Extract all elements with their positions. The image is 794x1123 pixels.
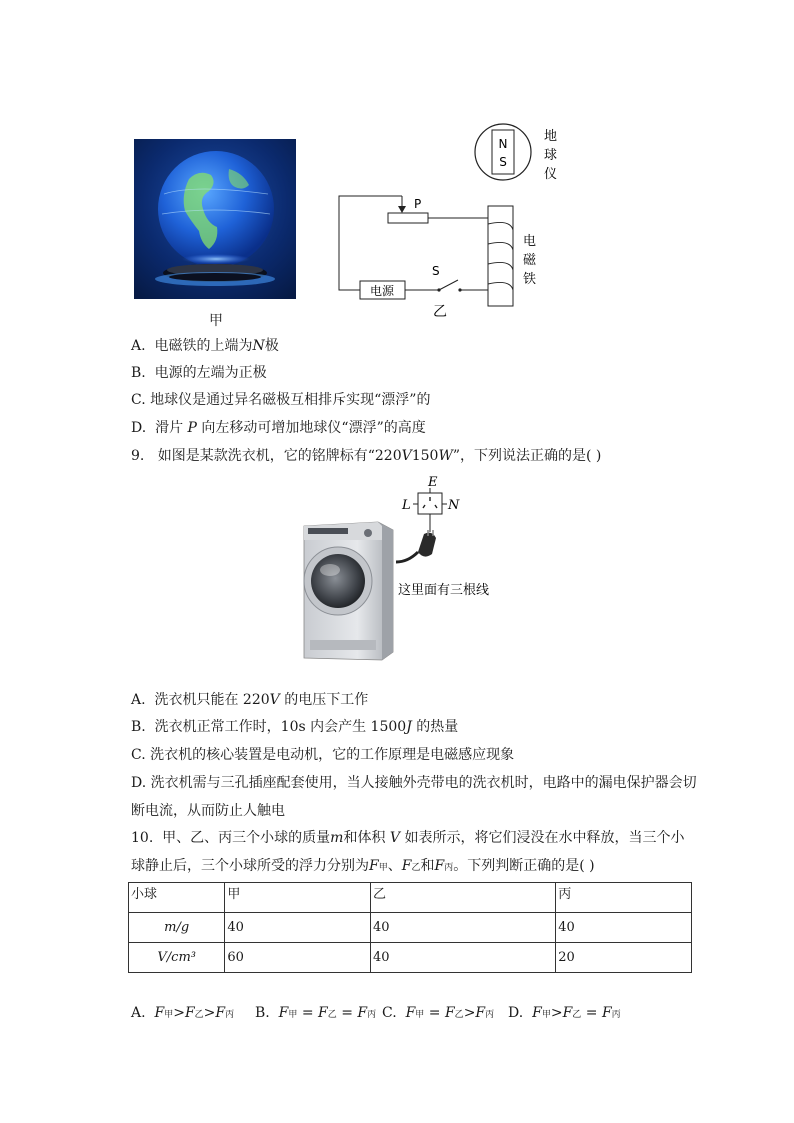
switch-label: S	[432, 264, 440, 278]
washing-machine-figure	[290, 470, 510, 665]
table-cell: 40	[371, 943, 556, 973]
globe-label-1: 地	[544, 129, 558, 144]
table-cell: 40	[556, 913, 692, 943]
table-header-cell: 乙	[371, 883, 556, 913]
table-row	[129, 913, 692, 943]
q9-stem: 9. 如图是某款洗衣机，它的铭牌标有“220V150W”，下列说法正确的是( )	[131, 448, 602, 464]
q9-option-c: C. 洗衣机的核心装置是电动机，它的工作原理是电磁感应现象	[131, 747, 515, 763]
table-row	[129, 943, 692, 973]
electromagnet-core	[488, 206, 513, 306]
electromagnet-label-2: 磁	[523, 253, 537, 268]
table-cell: 20	[556, 943, 692, 973]
q10-option-a: A. F甲>F乙>F丙	[131, 1005, 235, 1021]
globe-label-3: 仪	[544, 167, 558, 182]
socket-l-label: L	[402, 498, 411, 513]
electromagnet-label-3: 铁	[523, 272, 537, 287]
q9-option-d: D. 洗衣机需与三孔插座配套使用，当人接触外壳带电的洗衣机时，电路中的漏电保护器会切	[131, 775, 697, 791]
slider-label: P	[414, 197, 422, 211]
table-header-row	[129, 883, 692, 913]
power-label: 电源	[369, 284, 395, 298]
table-row-label: V/cm³	[129, 943, 225, 973]
q9-option-d-continued: 断电流，从而防止人触电	[131, 803, 285, 819]
q10-option-d: D. F甲>F乙 = F丙	[508, 1005, 621, 1021]
figure-jia-label: 甲	[209, 313, 223, 329]
cord-caption: 这里面有三根线	[398, 583, 490, 598]
q10-option-c: C. F甲 = F乙>F丙	[382, 1005, 495, 1021]
globe-symbol	[475, 124, 531, 180]
figure-yi-label: 乙	[433, 304, 447, 320]
circuit-diagram	[330, 120, 570, 330]
q8-option-d: D. 滑片 P 向左移动可增加地球仪“漂浮”的高度	[131, 420, 426, 436]
q10-stem-line2: 球静止后，三个小球所受的浮力分别为F甲、F乙和F丙。下列判断正确的是( )	[131, 858, 595, 874]
q9-option-a: A. 洗衣机只能在 220V 的电压下工作	[131, 692, 369, 708]
q10-stem-line1: 10. 甲、乙、丙三个小球的质量m和体积 V 如表所示，将它们浸没在水中释放，当三个小	[131, 830, 685, 846]
q8-option-c: C. 地球仪是通过异名磁极互相排斥实现“漂浮”的	[131, 392, 431, 408]
magnet-n-label: N	[498, 137, 508, 151]
socket-e-label: E	[428, 475, 438, 490]
electromagnet-label-1: 电	[523, 234, 537, 249]
socket-n-label: N	[448, 498, 460, 513]
table-header-cell: 丙	[556, 883, 692, 913]
globe-photo	[134, 139, 296, 299]
q9-option-b: B. 洗衣机正常工作时，10s 内会产生 1500J 的热量	[131, 719, 459, 735]
table-header-cell: 甲	[225, 883, 371, 913]
three-pin-socket	[418, 493, 442, 514]
globe-label-2: 球	[544, 148, 558, 163]
q10-option-b: B. F甲 = F乙 = F丙	[255, 1005, 377, 1021]
rheostat	[388, 213, 428, 223]
table-cell: 40	[371, 913, 556, 943]
magnet-s-label: S	[499, 155, 507, 169]
ball-data-table	[128, 882, 692, 973]
table-cell: 40	[225, 913, 371, 943]
q8-option-a: A. 电磁铁的上端为N极	[131, 338, 279, 354]
table-row-label: m/g	[129, 913, 225, 943]
table-header-cell: 小球	[129, 883, 225, 913]
q8-option-b: B. 电源的左端为正极	[131, 365, 267, 381]
table-cell: 60	[225, 943, 371, 973]
